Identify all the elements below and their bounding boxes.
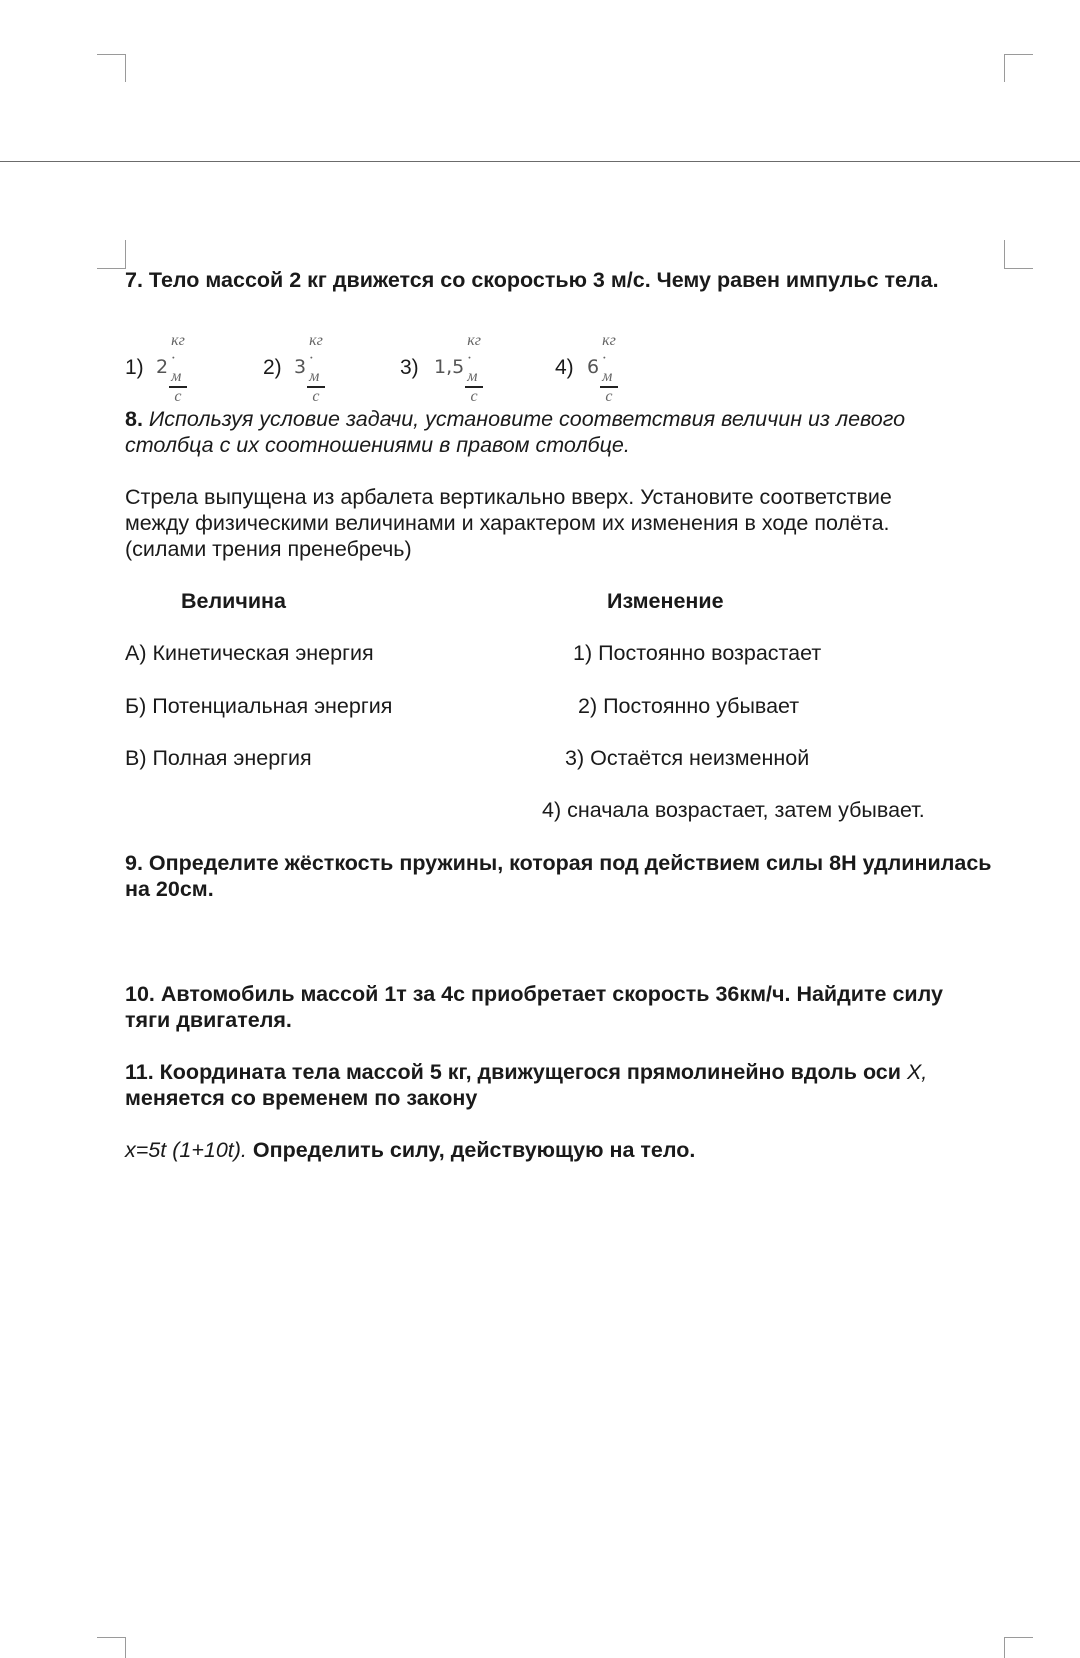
page-corner-mark [1004, 240, 1033, 269]
q11-line2: меняется со временем по закону [125, 1086, 478, 1110]
answer-fraction: 6 $\frac{кг \cdot м}{с}$ [587, 332, 616, 405]
answer-fraction: 2 $\frac{кг \cdot м}{с}$ [156, 332, 185, 405]
q7-title: 7. Тело массой 2 кг движется со скоростью 3 м/с. Чему равен импульс тела. [125, 268, 939, 292]
q8-text-line1: Стрела выпущена из арбалета вертикально вверх. Установите соответствие [125, 485, 892, 509]
page-break-line [0, 161, 1080, 162]
page-corner-mark [1004, 54, 1033, 82]
q8-right-item-1: 1) Постоянно возрастает [573, 641, 822, 665]
page-corner-mark [97, 54, 126, 82]
page-corner-mark [1004, 1637, 1033, 1658]
q11-line3: x=5t (1+10t). Определить силу, действующую на тело. [125, 1138, 696, 1162]
q11-line1: 11. Координата тела массой 5 кг, движущегося прямолинейно вдоль оси X, [125, 1060, 928, 1084]
q9-line1: 9. Определите жёсткость пружины, которая под действием силы 8Н удлинилась [125, 851, 992, 875]
page-corner-mark [97, 1637, 126, 1658]
q8-right-header: Изменение [607, 589, 724, 613]
answer-fraction: 3 $\frac{кг \cdot м}{с}$ [294, 332, 323, 405]
q8-left-item-b: Б) Потенциальная энергия [125, 694, 393, 718]
q8-right-item-3: 3) Остаётся неизменной [565, 746, 810, 770]
option-number: 1) [125, 356, 144, 379]
q8-text-line2: между физическими величинами и характером их изменения в ходе полёта. [125, 511, 890, 535]
page-corner-mark [97, 240, 126, 269]
q8-left-header: Величина [181, 589, 287, 613]
option-number: 2) [263, 356, 282, 379]
q8-right-item-2: 2) Постоянно убывает [578, 694, 800, 718]
option-number: 4) [555, 356, 574, 379]
option-number: 3) [400, 356, 419, 379]
q8-left-item-v: В) Полная энергия [125, 746, 312, 770]
q10-line2: тяги двигателя. [125, 1008, 292, 1032]
q8-instruction-line2: столбца с их соотношениями в правом столбце. [125, 433, 630, 457]
answer-fraction: 1,5 $\frac{кг \cdot м}{с}$ [434, 332, 481, 405]
formula: x=5t (1+10t). [125, 1138, 247, 1162]
q8-instruction: 8. Используя условие задачи, установите соответствия величин из левого [125, 407, 906, 431]
q10-line1: 10. Автомобиль массой 1т за 4с приобретает скорость 36км/ч. Найдите силу [125, 982, 943, 1006]
q8-left-item-a: А) Кинетическая энергия [125, 641, 374, 665]
q9-line2: на 20см. [125, 877, 214, 901]
q8-text-line3: (силами трения пренебречь) [125, 537, 412, 561]
q8-right-item-4: 4) сначала возрастает, затем убывает. [542, 798, 925, 822]
